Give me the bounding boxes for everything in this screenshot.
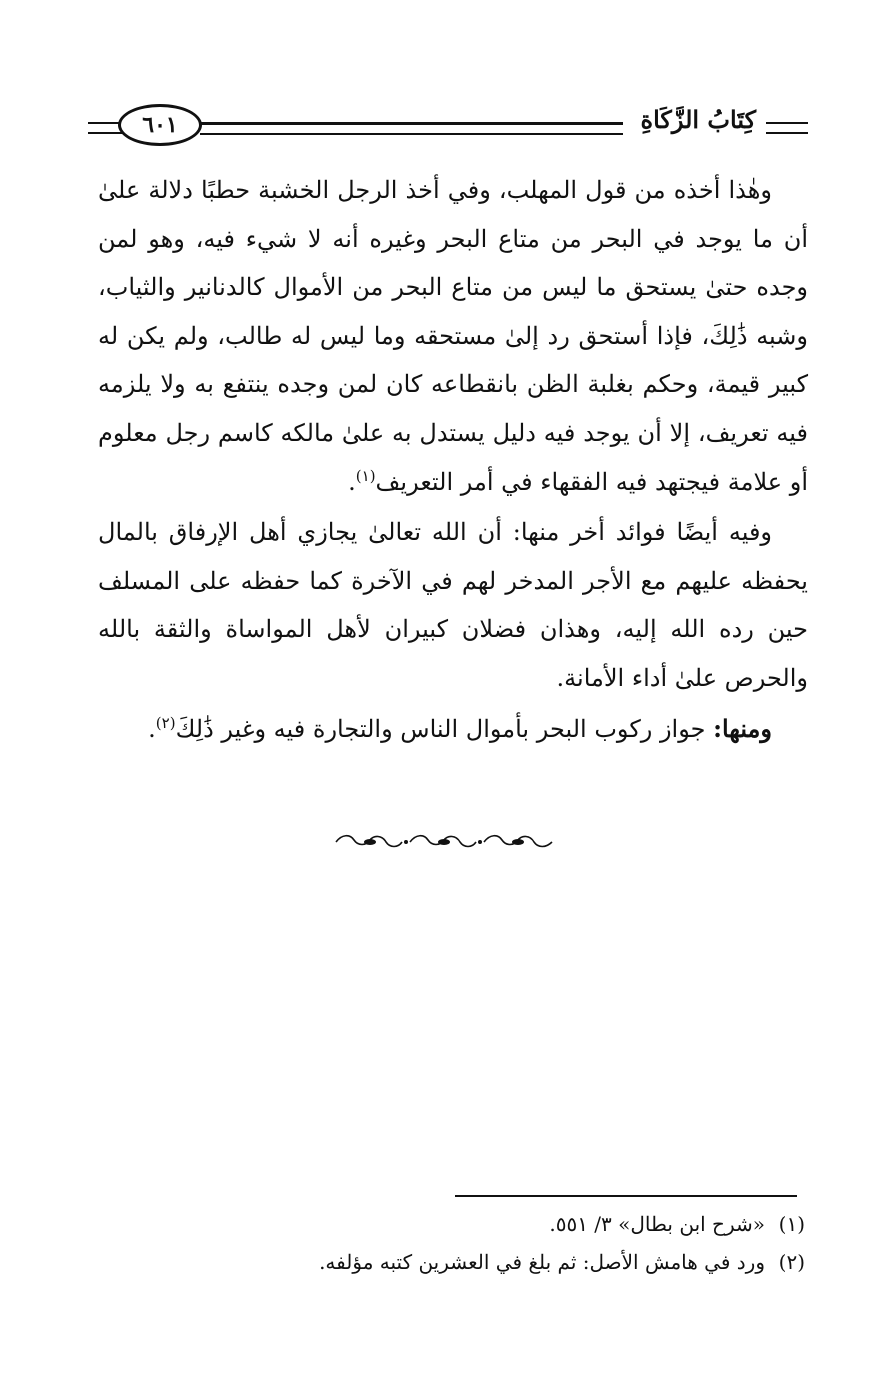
main-text [98,166,808,753]
paragraph [98,166,808,506]
footnotes [200,1205,805,1281]
footnote-text: «شرح ابن بطال» ٣/ ٥٥١. [549,1212,765,1236]
page-number: ٦٠١ [118,104,202,146]
paragraph [98,508,808,702]
running-header [88,100,808,160]
paragraph-lead: ومنها: [713,713,772,743]
footnote-item [200,1243,805,1281]
paragraph-text: وفيه أيضًا فوائد أخر منها: أن الله تعالىٰ يجازي أهل الإرفاق بالمال يحفظه عليهم مع الأجر المدخر لهم في الآخرة كما حفظه على المسلف حين رده الله إليه، وهذان فضلان كبيران لأهل المواساة والثقة بالله والحرص علىٰ أداء الأمانة. [98,518,808,692]
paragraph [98,705,808,754]
footnote-separator [455,1195,797,1197]
footnote-item [200,1205,805,1243]
header-rule-middle [200,122,623,135]
footnote-number: (١) [778,1212,805,1236]
paragraph-end: . [348,467,356,496]
footnote-reference[interactable]: (٢) [155,713,176,732]
footnote-reference[interactable]: (١) [355,466,376,485]
header-rule-right [766,122,808,134]
book-title: كِتَابُ الزَّكَاةِ [640,105,756,134]
footnote-text: ورد في هامش الأصل: ثم بلغ في العشرين كتبه مؤلفه. [319,1250,765,1274]
paragraph-end: . [148,714,156,743]
footnote-number: (٢) [778,1250,805,1274]
paragraph-text: وهٰذا أخذه من قول المهلب، وفي أخذ الرجل الخشبة حطبًا دلالة علىٰ أن ما يوجد في البحر من متاع البحر وغيره أنه لا شيء فيه، وهو لمن وجده حتىٰ يستحق ما ليس من متاع البحر من الأموال كالدنانير والثياب، وشبه ذَٰلِكَ، فإذا أستحق رد إلىٰ مستحقه وما ليس له طالب، ولم يكن له كبير قيمة، وحكم بغلبة الظن بانقطاعه كان لمن وجده ينتفع به ولا يلزمه فيه تعريف، إلا أن يوجد فيه دليل يستدل به علىٰ مالكه كاسم رجل معلوم أو علامة فيجتهد فيه الفقهاء في أمر التعريف [98,176,809,496]
paragraph-text: جواز ركوب البحر بأموال الناس والتجارة فيه وغير ذَٰلِكَ [175,714,714,743]
ornament-divider-icon [332,832,556,852]
